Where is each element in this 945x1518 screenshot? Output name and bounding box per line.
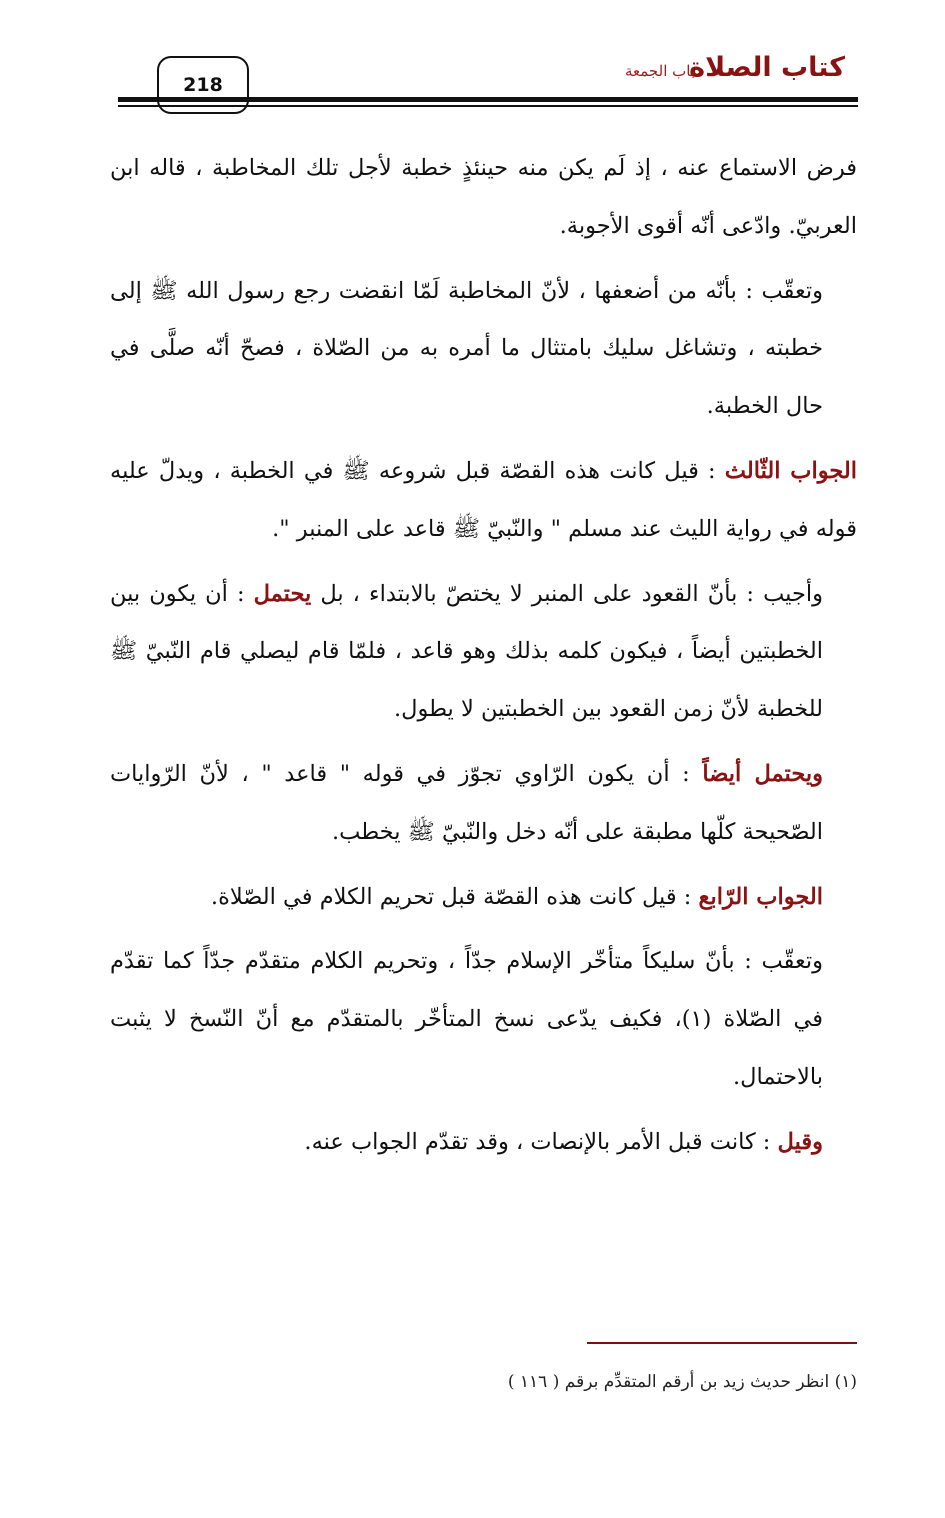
page-number: 218 xyxy=(157,56,249,114)
paragraph-4-text-b: : أن يكون بين الخطبتين أيضاً ، فيكون كلمه بذلك وهو قاعد ، فلمّا قام ليصلي قام النّبيّ ﷺ للخطبة لأنّ زمن القعود بين الخطبتين لا يطول. xyxy=(110,580,823,723)
paragraph-2: وتعقّب : بأنّه من أضعفها ، لأنّ المخاطبة لَمّا انقضت رجع رسول الله ﷺ إلى خطبته ، وتشاغل سليك بامتثال ما أمره به من الصّلاة ، فصحّ أنّه صلَّى في حال الخطبة. xyxy=(110,277,823,420)
paragraph-8 xyxy=(110,1114,857,1172)
page-header xyxy=(0,0,945,120)
chapter-title: باب الجمعة xyxy=(624,62,695,80)
paragraph-4 xyxy=(110,566,857,739)
footnote: (١) انظر حديث زيد بن أرقم المتقدِّم برقم ( ١١٦ ) xyxy=(507,1372,857,1392)
paragraph-1: فرض الاستماع عنه ، إذ لَم يكن منه حينئذٍ خطبة لأجل تلك المخاطبة ، قاله ابن العربيّ. وادّعى أنّه أقوى الأجوبة. xyxy=(110,155,857,239)
paragraph-6 xyxy=(110,869,857,927)
paragraph-5-text: : أن يكون الرّاوي تجوّز في قوله " قاعد " ، لأنّ الرّوايات الصّحيحة كلّها مطبقة على أنّه دخل والنّبيّ ﷺ يخطب. xyxy=(110,760,823,845)
header-rule-thick xyxy=(118,97,858,102)
paragraph-3 xyxy=(110,443,857,559)
main-text xyxy=(110,140,857,1179)
highlight-yahtamil-aydan: ويحتمل أيضاً xyxy=(702,760,823,787)
paragraph-4-text-a: وأجيب : بأنّ القعود على المنبر لا يختصّ بالابتداء ، بل xyxy=(311,580,823,607)
paragraph-7: وتعقّب : بأنّ سليكاً متأخّر الإسلام جدّاً ، وتحريم الكلام متقدّم جدّاً كما تقدّم في الصّلاة (١)، فكيف يدّعى نسخ المتأخّر بالمتقدّم مع أنّ النّسخ لا يثبت بالاحتمال. xyxy=(110,948,823,1090)
book-title: كتاب الصلاة xyxy=(689,52,845,83)
section-label-fourth: الجواب الرّابع xyxy=(698,883,823,910)
paragraph-6-text: : قيل كانت هذه القصّة قبل تحريم الكلام في الصّلاة. xyxy=(210,883,699,910)
paragraph-8-text: : كانت قبل الأمر بالإنصات ، وقد تقدّم الجواب عنه. xyxy=(304,1128,778,1155)
highlight-qila: وقيل xyxy=(777,1128,823,1155)
footnote-rule xyxy=(587,1342,857,1344)
paragraph-5 xyxy=(110,746,857,862)
header-rule-thin xyxy=(118,105,858,107)
highlight-yahtamil: يحتمل xyxy=(253,580,312,607)
section-label-third: الجواب الثّالث xyxy=(724,457,857,484)
paragraph-3-text: : قيل كانت هذه القصّة قبل شروعه ﷺ في الخطبة ، ويدلّ عليه قوله في رواية الليث عند مسلم " والنّبيّ ﷺ قاعد على المنبر ". xyxy=(110,457,857,542)
